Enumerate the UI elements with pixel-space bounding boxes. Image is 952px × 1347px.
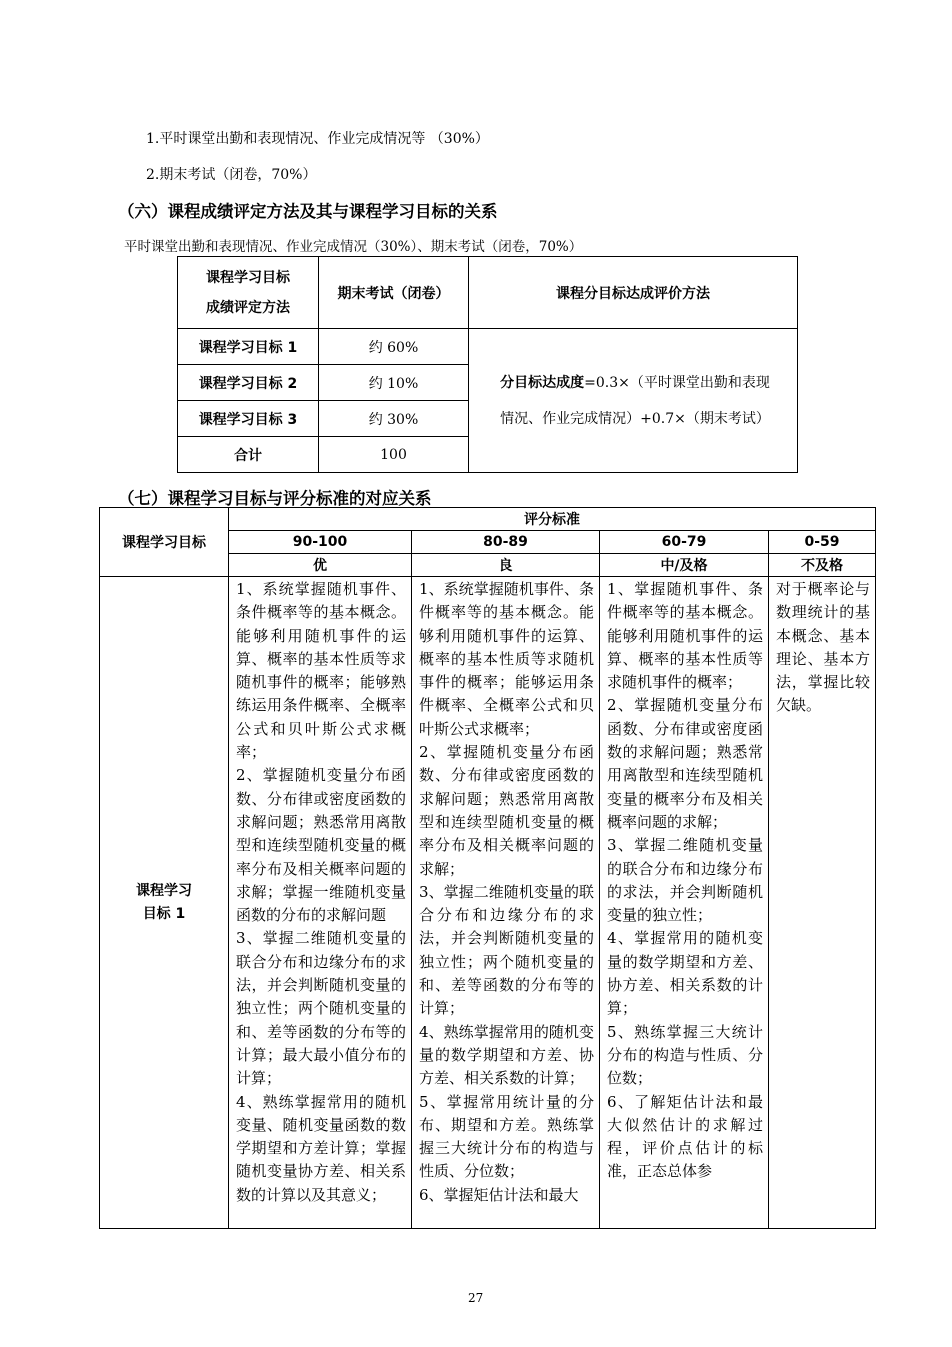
header-goal-label: 课程学习目标 <box>206 269 290 286</box>
range-pass: 60-79 <box>600 531 769 554</box>
criteria-cell-good <box>412 577 600 1229</box>
row-goal: 课程学习目标 1 <box>178 329 319 365</box>
grade-excellent: 优 <box>229 554 412 577</box>
page-number: 27 <box>468 1291 484 1305</box>
row-goal-label: 课程学习 目标 1 <box>100 577 229 1229</box>
range-excellent: 90-100 <box>229 531 412 554</box>
method-formula-line1: =0.3×（平时课堂出勤和表现 <box>584 374 770 391</box>
method-label: 分目标达成度 <box>500 374 585 391</box>
criteria-header-row <box>100 508 876 531</box>
grading-criteria-table <box>99 507 876 1229</box>
table-row <box>100 577 876 1229</box>
row-goal: 合计 <box>178 437 319 473</box>
grade-fail: 不及格 <box>769 554 876 577</box>
row-goal: 课程学习目标 2 <box>178 365 319 401</box>
row-goal: 课程学习目标 3 <box>178 401 319 437</box>
criteria-header: 评分标准 <box>229 508 876 531</box>
criteria-cell-excellent <box>229 577 412 1229</box>
assessment-item-1: 1.平时课堂出勤和表现情况、作业完成情况等 （30%） <box>146 131 489 147</box>
row-value: 约 60% <box>319 329 469 365</box>
criteria-cell-fail <box>769 577 876 1229</box>
goal-column-header: 课程学习目标 <box>100 508 229 577</box>
row-value: 约 30% <box>319 401 469 437</box>
evaluation-method-cell <box>469 329 798 473</box>
range-fail: 0-59 <box>769 531 876 554</box>
grading-method-table <box>177 256 798 473</box>
criteria-text: 对于概率论与数理统计的基本概念、基本理论、基本方法，掌握比较欠缺。 <box>776 580 870 715</box>
grade-pass: 中/及格 <box>600 554 769 577</box>
section6-heading: （六）课程成绩评定方法及其与课程学习目标的关系 <box>118 202 498 221</box>
row-value: 100 <box>319 437 469 473</box>
assessment-item-2: 2.期末考试（闭卷，70%） <box>146 167 317 183</box>
table-header-row <box>178 257 798 329</box>
header-final-exam: 期末考试（闭卷） <box>319 257 469 329</box>
method-formula-line2: 情况、作业完成情况）+0.7×（期末考试） <box>500 410 770 427</box>
header-method-label: 成绩评定方法 <box>206 299 290 316</box>
section6-intro: 平时课堂出勤和表现情况、作业完成情况（30%）、期末考试（闭卷，70%） <box>124 239 583 255</box>
criteria-text: 1、系统掌握随机事件、条件概率等的基本概念。能够利用随机事件的运算、概率的基本性质等求随机事件的概率；能够运用条件概率、全概率公式和贝叶斯公式求概率； 2、掌握随机变量分布函数、分布律或密度函数的求解问题；熟悉常用离散型和连续型随机变量的概率分布及相关概率问题的求解； 3、掌握二维随机变量的联合分布和边缘分布的求法，并会判断随机变量的独立性；两个随机变量的和、差等函数的分布等的计算； 4、熟练掌握常用的随机变量的数学期望和方差、协方差、相关系数的计算； 5、掌握常用统计量的分布、期望和方差。熟练掌握三大统计分布的构造与性质、分位数； 6、掌握矩估计法和最大 <box>419 580 594 1204</box>
header-evaluation-method: 课程分目标达成评价方法 <box>469 257 798 329</box>
header-goal-method <box>178 257 319 329</box>
section7-heading: （七）课程学习目标与评分标准的对应关系 <box>118 489 432 508</box>
criteria-text: 1、掌握随机事件、条件概率等的基本概念。能够利用随机事件的运算、概率的基本性质等求随机事件的概率； 2、掌握随机变量分布函数、分布律或密度函数的求解问题；熟悉常用离散型和连续型随机变量的概率分布及相关概率问题的求解； 3、掌握二维随机变量的联合分布和边缘分布的求法，并会判断随机变量的独立性； 4、掌握常用的随机变量的数学期望和方差、协方差、相关系数的计算； 5、熟练掌握三大统计分布的构造与性质、分位数； 6、了解矩估计法和最大似然估计的求解过程，评价点估计的标准，正态总体参 <box>607 580 763 1181</box>
criteria-text: 1、系统掌握随机事件、条件概率等的基本概念。能够利用随机事件的运算、概率的基本性质等求随机事件的概率；能够熟练运用条件概率、全概率公式和贝叶斯公式求概率； 2、掌握随机变量分布函数、分布律或密度函数的求解问题；熟悉常用离散型和连续型随机变量的概率分布及相关概率问题的求解；掌握一维随机变量函数的分布的求解问题 3、掌握二维随机变量的联合分布和边缘分布的求法，并会判断随机变量的独立性；两个随机变量的和、差等函数的分布等的计算；最大最小值分布的计算； 4、熟练掌握常用的随机变量、随机变量函数的数学期望和方差计算；掌握随机变量协方差、相关系数的计算以及其意义； <box>236 580 406 1204</box>
criteria-cell-pass <box>600 577 769 1229</box>
row-value: 约 10% <box>319 365 469 401</box>
range-good: 80-89 <box>412 531 600 554</box>
grade-good: 良 <box>412 554 600 577</box>
table-row <box>178 329 798 365</box>
